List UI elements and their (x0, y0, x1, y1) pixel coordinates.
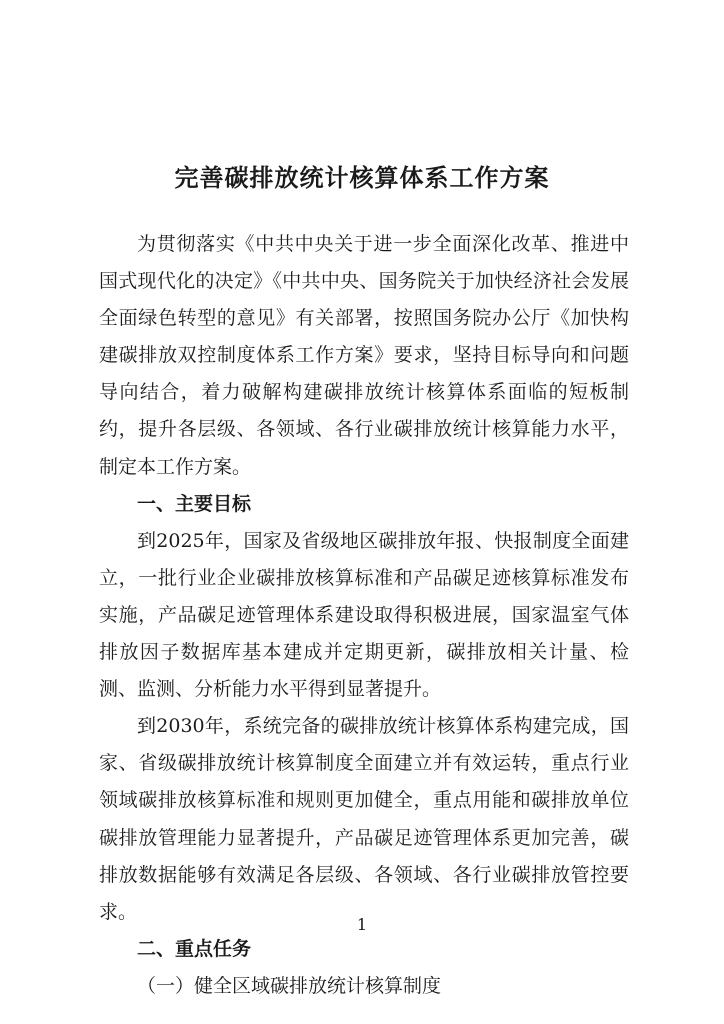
goals-2030-paragraph: 到2030年，系统完备的碳排放统计核算体系构建完成，国家、省级碳排放统计核算制度全面建立并有效运转，重点行业领域碳排放核算标准和规则更加健全，重点用能和碳排放单位碳排放管理能力显著提升，产品碳足迹管理体系更加完善，碳排放数据能够有效满足各层级、各领域、各行业碳排放管控要求。 (99, 715, 629, 923)
document-title: 完善碳排放统计核算体系工作方案 (174, 163, 550, 192)
intro-paragraph: 为贯彻落实《中共中央关于进一步全面深化改革、推进中国式现代化的决定》《中共中央、国务院关于加快经济社会发展全面绿色转型的意见》有关部署，按照国务院办公厅《加快构建碳排放双控制度体系工作方案》要求，坚持目标导向和问题导向结合，着力破解构建碳排放统计核算体系面临的短板制约，提升各层级、各领域、各行业碳排放统计核算能力水平，制定本工作方案。 (99, 233, 629, 478)
page-number: 1 (356, 915, 368, 934)
section-heading-main-goals: 一、主要目标 (137, 492, 252, 515)
goals-2025-paragraph: 到2025年，国家及省级地区碳排放年报、快报制度全面建立，一批行业企业碳排放核算标准和产品碳足迹核算标准发布实施，产品碳足迹管理体系建设取得积极进展，国家温室气体排放因子数据库基本建成并定期更新，碳排放相关计量、检测、监测、分析能力水平得到显著提升。 (99, 529, 629, 701)
document-body (99, 226, 629, 1005)
section-heading-key-tasks: 二、重点任务 (137, 937, 252, 960)
subsection-heading-regional-statistics: （一）健全区域碳排放统计核算制度 (137, 974, 442, 997)
